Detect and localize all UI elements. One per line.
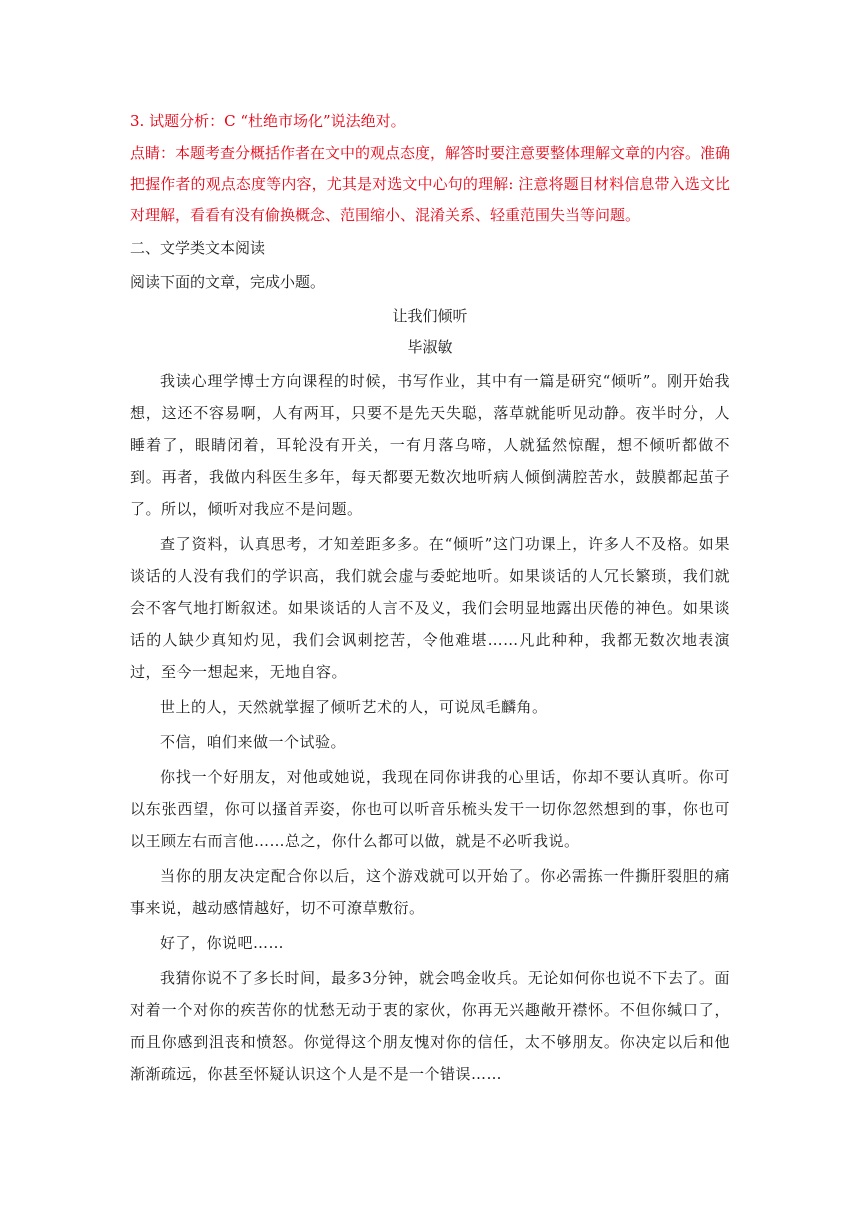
analysis-line: 3. 试题分析：C “杜绝市场化”说法绝对。 [130, 112, 406, 130]
article-title: 让我们倾听 [392, 307, 468, 325]
section-heading: 二、文学类文本阅读 [130, 239, 266, 257]
article-paragraph: 你找一个好朋友，对他或她说，我现在同你讲我的心里话，你却不要认真听。你可以东张西望，你可以搔首弄姿，你也可以听音乐梳头发干一切你忽然想到的事，你也可以王顾左右而言他……总之，你什么都可以做，就是不必听我说。 [130, 768, 730, 850]
article-paragraph: 我读心理学博士方向课程的时候，书写作业，其中有一篇是研究“倾听”。刚开始我想，这还不容易啊，人有两耳，只要不是先天失聪，落草就能听见动静。夜半时分，人睡着了，眼睛闭着，耳轮没有开关，一有月落乌啼，人就猛然惊醒，想不倾听都做不到。再者，我做内科医生多年，每天都要无数次地听病人倾倒满腔苦水，鼓膜都起茧子了。所以，倾听对我应不是问题。 [130, 372, 730, 518]
article-paragraph: 好了，你说吧…… [160, 934, 285, 952]
article-paragraph: 查了资料，认真思考，才知差距多多。在“倾听”这门功课上，许多人不及格。如果谈话的人没有我们的学识高，我们就会虚与委蛇地听。如果谈话的人冗长繁琐，我们就会不客气地打断叙述。如果谈话的人言不及义，我们会明显地露出厌倦的神色。如果谈话的人缺少真知灼见，我们会讽刺挖苦，令他难堪……凡此种种，我都无数次地表演过，至今一想起来，无地自容。 [130, 535, 730, 681]
article-author: 毕淑敏 [407, 338, 453, 356]
section-instruction: 阅读下面的文章，完成小题。 [130, 273, 326, 291]
article-paragraph: 不信，咱们来做一个试验。 [160, 733, 347, 751]
content-area [130, 106, 730, 1090]
article-paragraph: 当你的朋友决定配合你以后，这个游戏就可以开始了。你必需拣一件撕肝裂胆的痛事来说，越动感情越好，切不可潦草敷衍。 [130, 867, 730, 917]
article-paragraph: 我猜你说不了多长时间，最多3分钟，就会鸣金收兵。无论如何你也说不下去了。面对着一个对你的疾苦你的忧愁无动于衷的家伙，你再无兴趣敞开襟怀。不但你缄口了，而且你感到沮丧和愤怒。你觉得这个朋友愧对你的信任，太不够朋友。你决定以后和他渐渐疏远，你甚至怀疑认识这个人是不是一个错误…… [130, 969, 730, 1083]
article-paragraph: 世上的人，天然就掌握了倾听艺术的人，可说凤毛麟角。 [160, 698, 548, 716]
tip-paragraph: 点睛：本题考查分概括作者在文中的观点态度，解答时要注意要整体理解文章的内容。准确把握作者的观点态度等内容，尤其是对选文中心句的理解: 注意将题目材料信息带入选文比对理解，看看有没有偷换概念、范围缩小、混淆关系、轻重范围失当等问题。 [130, 144, 731, 224]
